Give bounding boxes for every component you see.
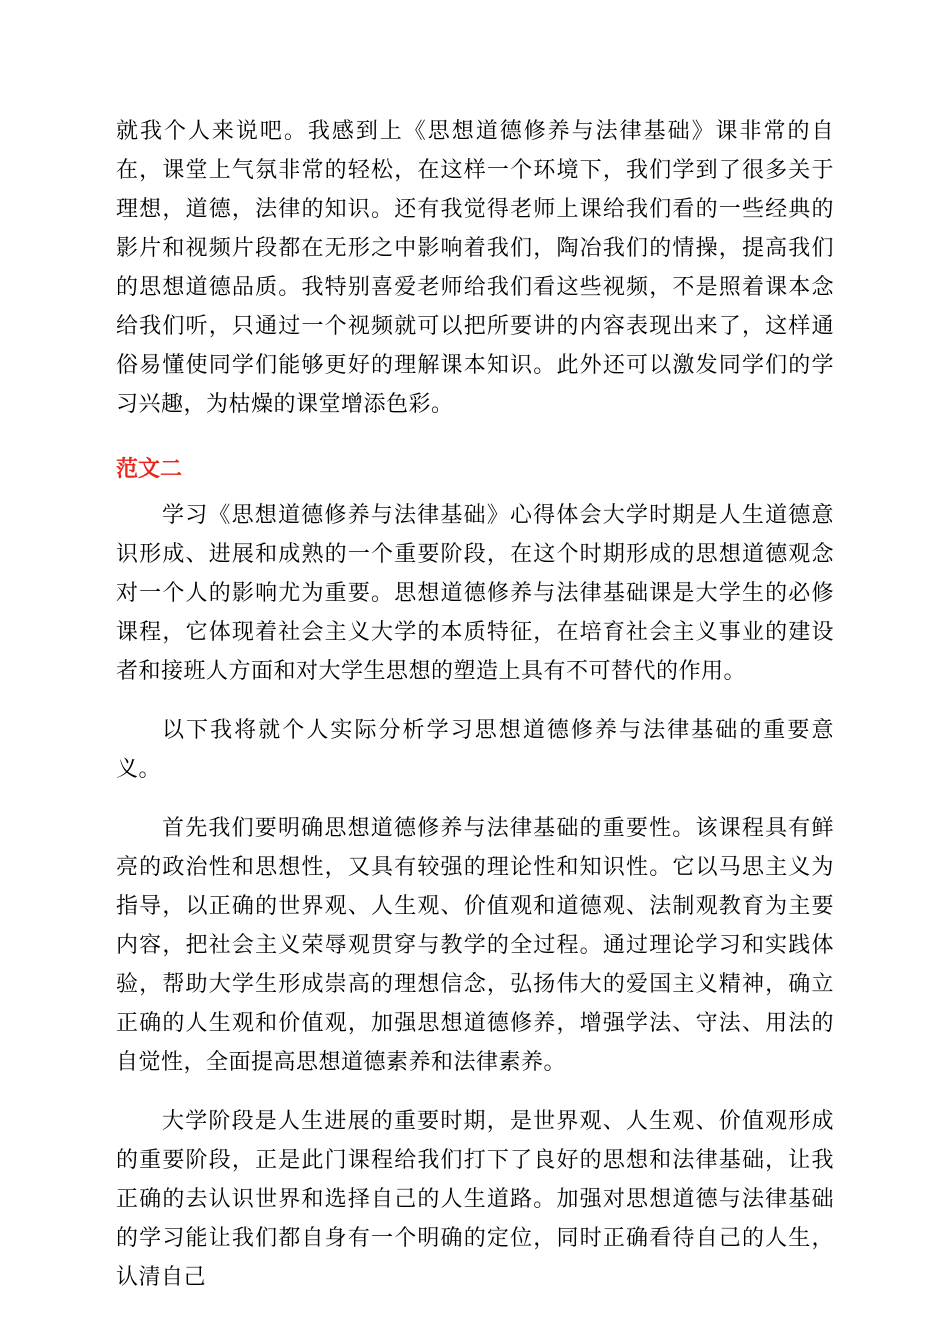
body-paragraph-2: 学习《思想道德修养与法律基础》心得体会大学时期是人生道德意识形成、进展和成熟的一个重要阶段，在这个时期形成的思想道德观念对一个人的影响尤为重要。思想道德修养与法律基础课是大学生的必修课程，它体现着社会主义大学的本质特征，在培育社会主义事业的建设者和接班人方面和对大学生思想的塑造上具有不可替代的作用。 (116, 503, 834, 684)
section-heading: 范文二 (116, 457, 183, 482)
body-paragraph-5: 大学阶段是人生进展的重要时期，是世界观、人生观、价值观形成的重要阶段，正是此门课程给我们打下了良好的思想和法律基础，让我正确的去认识世界和选择自己的人生道路。加强对思想道德与法律基础的学习能让我们都自身有一个明确的定位，同时正确看待自己的人生，认清自己 (116, 1109, 834, 1290)
body-paragraph-4: 首先我们要明确思想道德修养与法律基础的重要性。该课程具有鲜亮的政治性和思想性，又具有较强的理论性和知识性。它以马思主义为指导，以正确的世界观、人生观、价值观和道德观、法制观教育为主要内容，把社会主义荣辱观贯穿与教学的全过程。通过理论学习和实践体验，帮助大学生形成崇高的理想信念，弘扬伟大的爱国主义精神，确立正确的人生观和价值观，加强思想道德修养，增强学法、守法、用法的自觉性，全面提高思想道德素养和法律素养。 (116, 816, 834, 1075)
body-paragraph-1: 就我个人来说吧。我感到上《思想道德修养与法律基础》课非常的自在，课堂上气氛非常的轻松，在这样一个环境下，我们学到了很多关于理想，道德，法律的知识。还有我觉得老师上课给我们看的一些经典的影片和视频片段都在无形之中影响着我们，陶冶我们的情操，提高我们的思想道德品质。我特别喜爱老师给我们看这些视频，不是照着课本念给我们听，只通过一个视频就可以把所要讲的内容表现出来了，这样通俗易懂使同学们能够更好的理解课本知识。此外还可以激发同学们的学习兴趣，为枯燥的课堂增添色彩。 (116, 119, 834, 417)
document-page (116, 112, 834, 1297)
body-paragraph-3: 以下我将就个人实际分析学习思想道德修养与法律基础的重要意义。 (116, 718, 834, 782)
